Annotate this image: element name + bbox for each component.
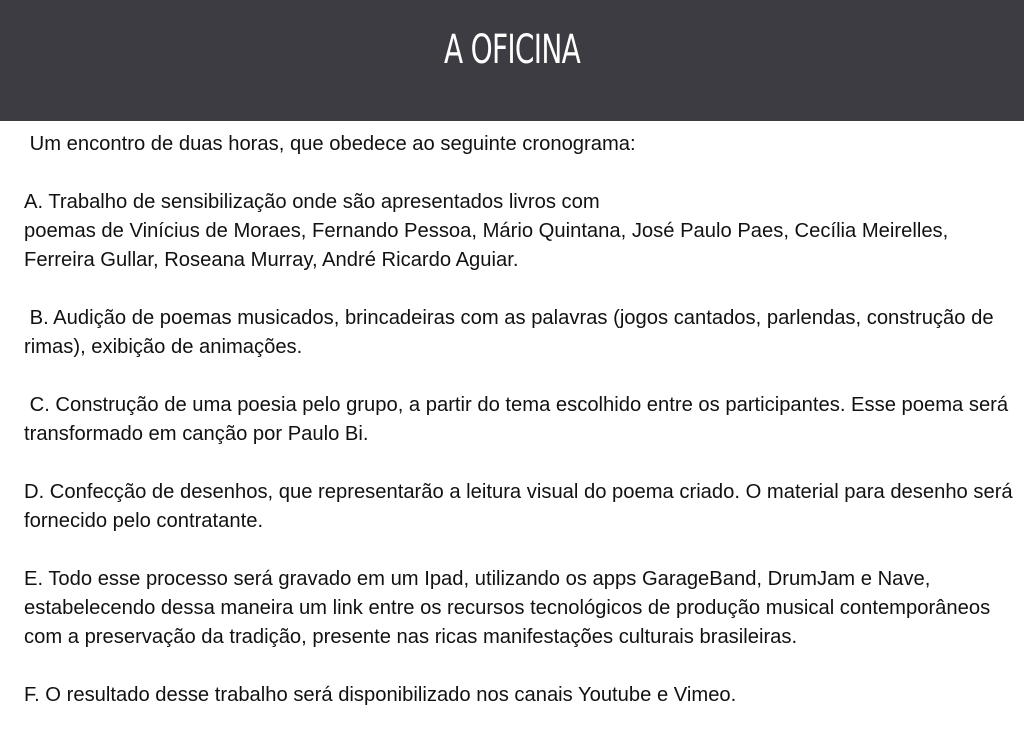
item-c-paragraph: C. Construção de uma poesia pelo grupo, a partir do tema escolhido entre os participantes. Esse poema será transformado em canção por Paulo Bi. bbox=[24, 394, 1014, 445]
item-d-paragraph: D. Confecção de desenhos, que representarão a leitura visual do poema criado. O material para desenho será fornecido pelo contratante. bbox=[24, 481, 1019, 532]
item-b-paragraph: B. Audição de poemas musicados, brincadeiras com as palavras (jogos cantados, parlendas, construção de rimas), exibição de animações. bbox=[24, 307, 1000, 358]
item-f-paragraph: F. O resultado desse trabalho será disponibilizado nos canais Youtube e Vimeo. bbox=[24, 684, 737, 706]
document-body bbox=[24, 130, 1022, 710]
header-bar bbox=[0, 0, 1024, 121]
intro-paragraph: Um encontro de duas horas, que obedece ao seguinte cronograma: bbox=[24, 133, 636, 155]
item-a-paragraph: A. Trabalho de sensibilização onde são apresentados livros com poemas de Vinícius de Moraes, Fernando Pessoa, Mário Quintana, José Paulo Paes, Cecília Meirelles, Ferreira Gullar, Roseana Murray, André Ricardo Aguiar. bbox=[24, 191, 949, 271]
item-e-paragraph: E. Todo esse processo será gravado em um Ipad, utilizando os apps GarageBand, DrumJam e Nave, estabelecendo dessa maneira um link entre os recursos tecnológicos de produção musical contemporâneos com a preservação da tradição, presente nas ricas manifestações culturais brasileiras. bbox=[24, 568, 996, 648]
page-title: A OFICINA bbox=[443, 27, 581, 73]
